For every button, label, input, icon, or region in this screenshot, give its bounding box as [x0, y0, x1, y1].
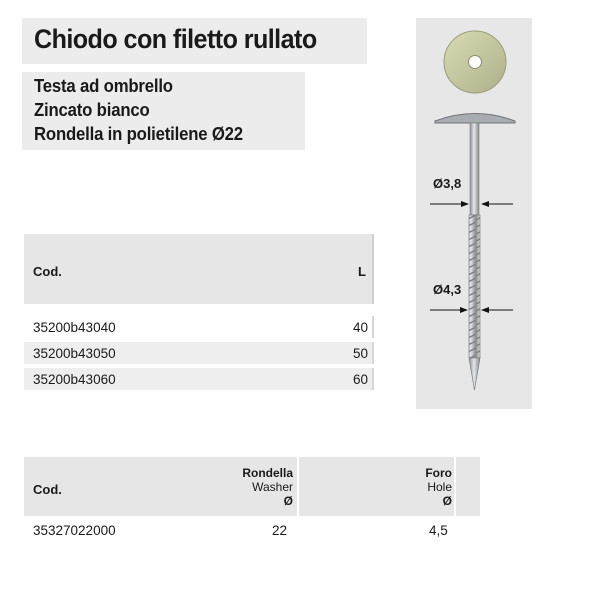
washer-hole — [469, 56, 482, 69]
diameter-lower-label: Ø4,3 — [433, 282, 462, 297]
table2-header-code: Cod. — [33, 482, 62, 497]
description-line: Zincato bianco — [34, 100, 150, 120]
row-hole: 4,5 — [429, 523, 448, 538]
arrow-right-icon — [461, 201, 469, 207]
nail-illustration — [416, 18, 532, 409]
table1-header — [24, 234, 374, 304]
description-line: Testa ad ombrello — [34, 76, 173, 96]
row-length: 50 — [352, 346, 368, 361]
table2-header-hole — [400, 466, 452, 508]
table-row — [24, 342, 374, 364]
table1-header-length: L — [358, 264, 366, 279]
product-title: Chiodo con filetto rullato — [34, 24, 317, 54]
nail-thread — [469, 215, 480, 358]
header-hole-it: Foro — [425, 466, 452, 480]
header-hole-en: Hole — [427, 480, 452, 494]
header-washer-it: Rondella — [242, 466, 293, 480]
table-row — [24, 368, 374, 390]
nail-head — [435, 114, 515, 124]
diameter-upper-label: Ø3,8 — [433, 176, 462, 191]
nail-tip — [469, 358, 480, 390]
table2-header-washer — [240, 466, 293, 508]
row-code: 35200b43040 — [33, 320, 116, 335]
header-washer-en: Washer — [252, 480, 293, 494]
table-row — [24, 316, 374, 338]
row-washer: 22 — [272, 523, 288, 538]
header-hole-sym: Ø — [442, 494, 452, 508]
header-washer-sym: Ø — [283, 494, 293, 508]
arrow-right-icon — [460, 307, 468, 313]
row-length: 40 — [352, 320, 368, 335]
row-code: 35200b43060 — [33, 372, 116, 387]
arrow-left-icon — [481, 201, 489, 207]
row-length: 60 — [352, 372, 368, 387]
nail-shank — [470, 123, 479, 215]
row-code: 35200b43050 — [33, 346, 116, 361]
description-line: Rondella in polietilene Ø22 — [34, 124, 243, 144]
arrow-left-icon — [481, 307, 489, 313]
row-code: 35327022000 — [33, 523, 116, 538]
table1-header-code: Cod. — [33, 264, 62, 279]
